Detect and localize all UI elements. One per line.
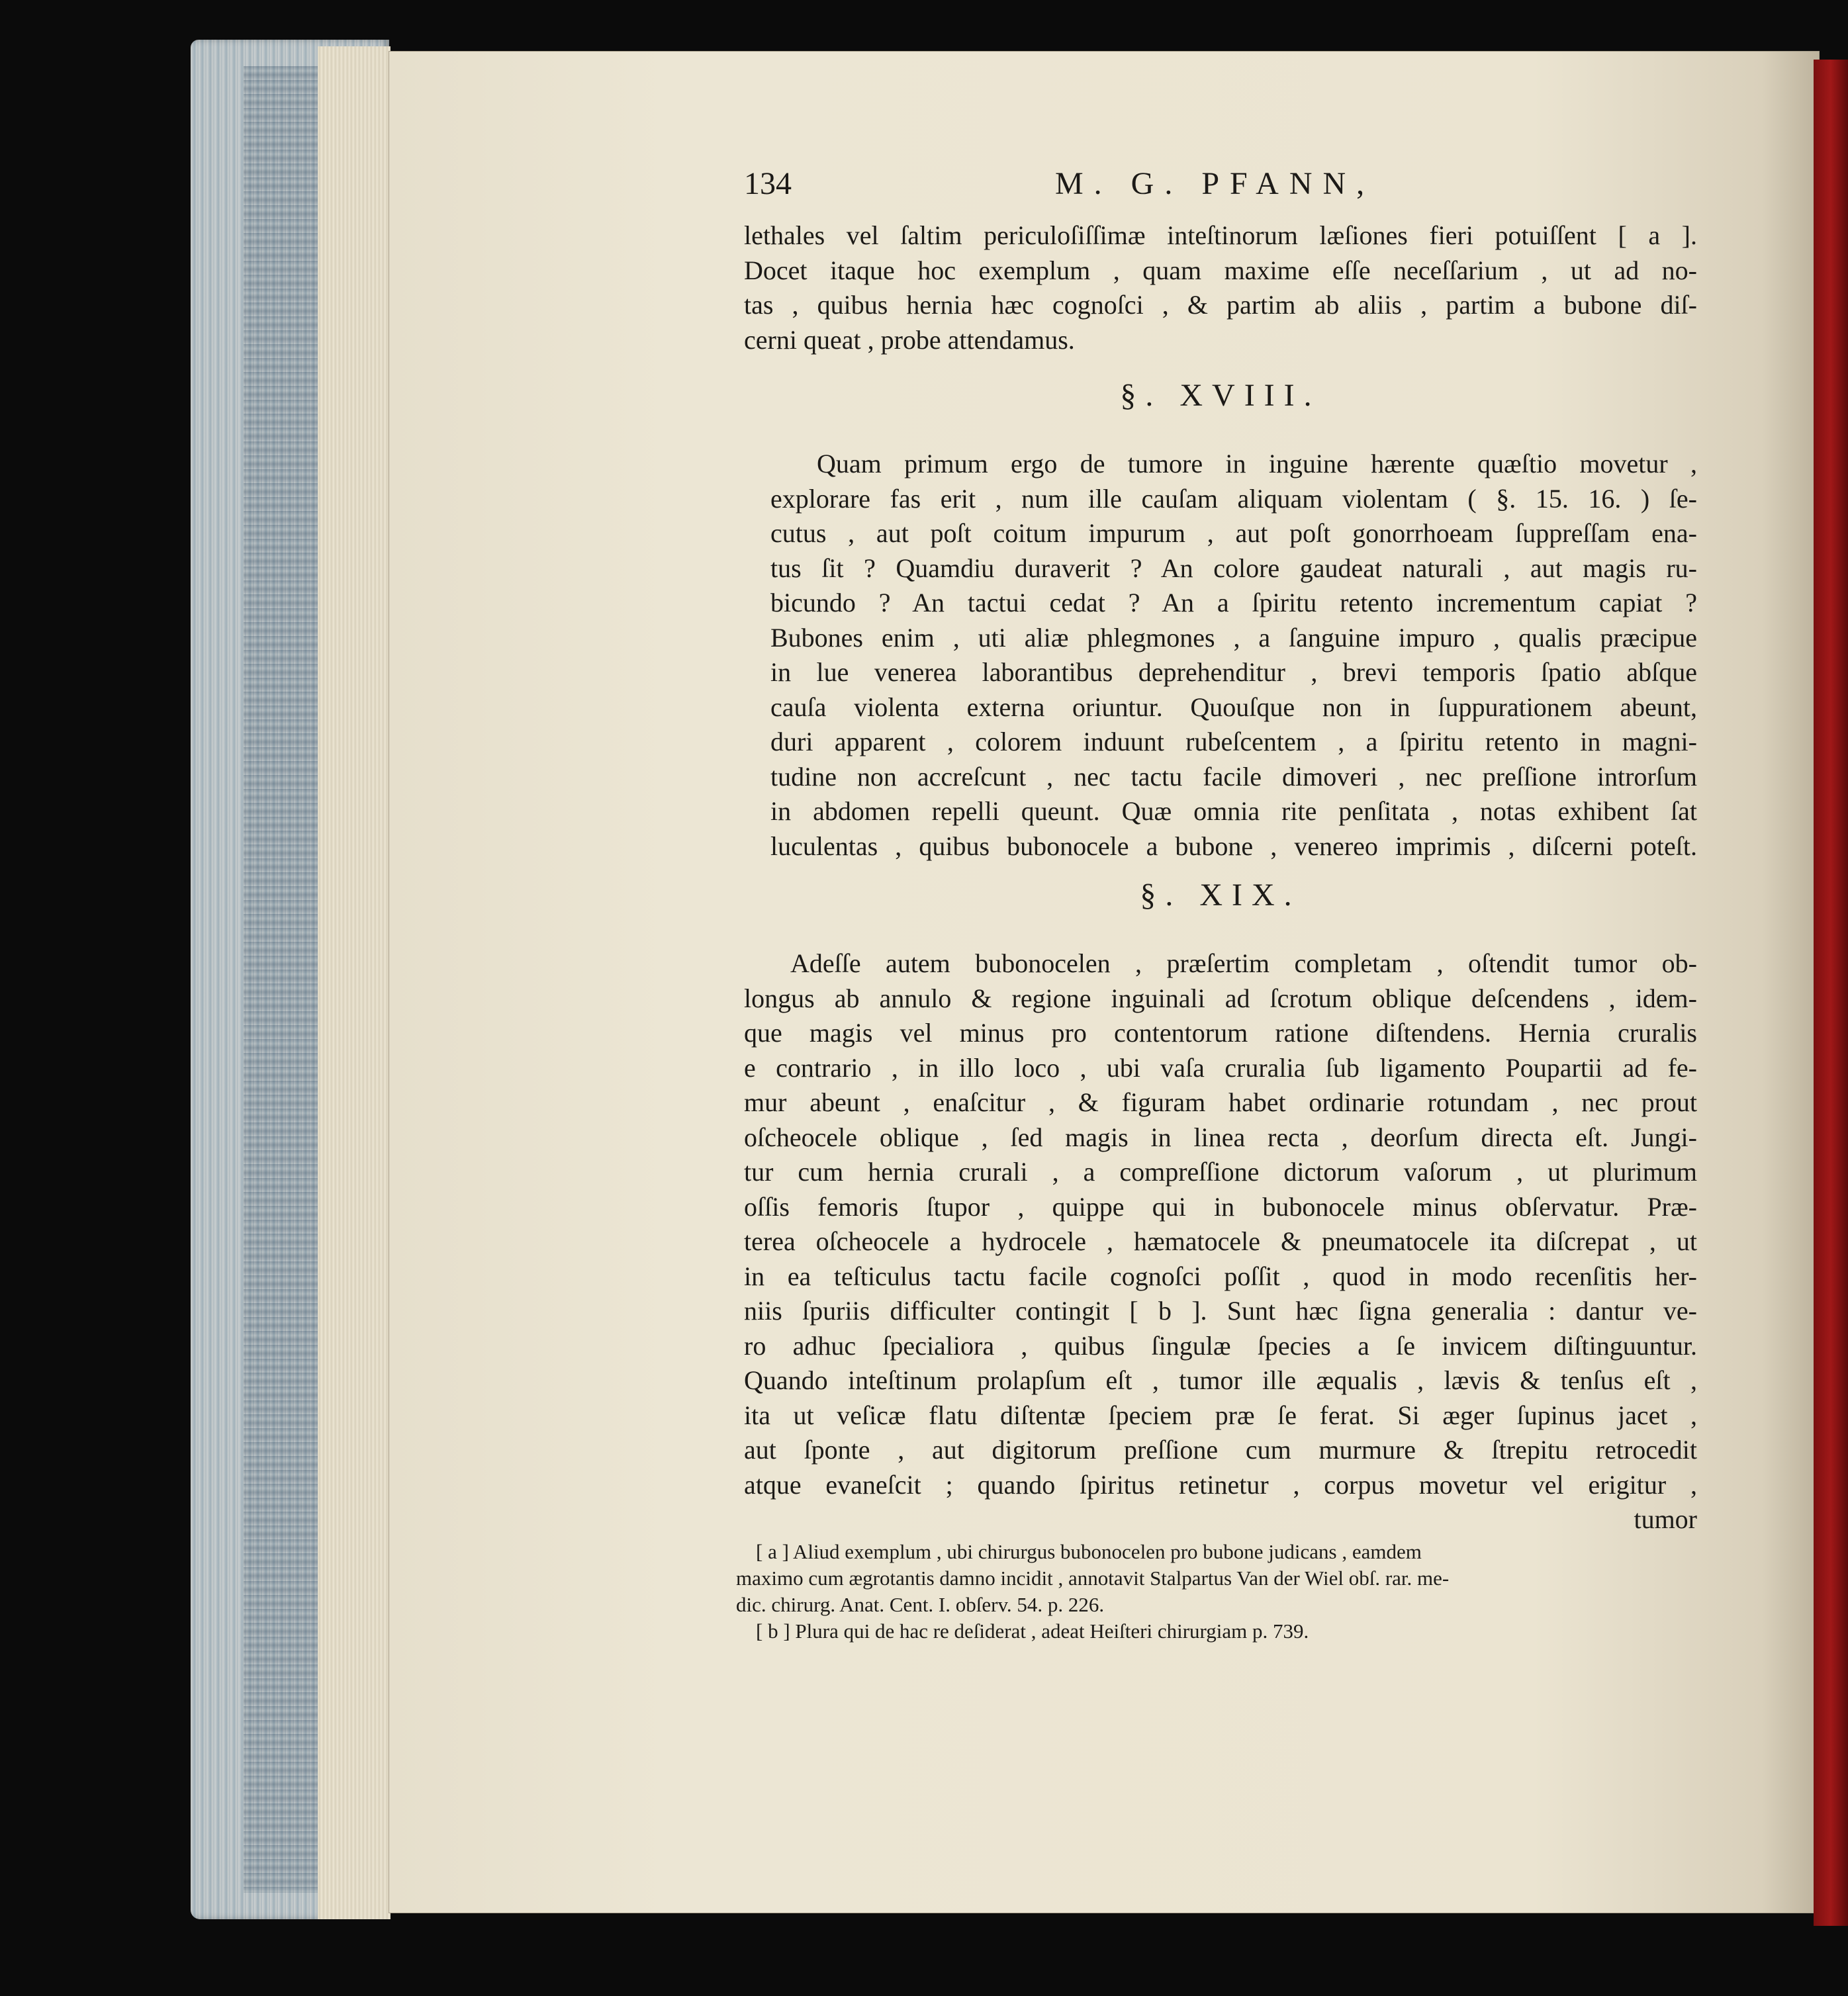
paragraph-1 <box>744 218 1697 357</box>
text-line: tur cum hernia crurali , a compreſſione dictorum vaſorum , ut plurimum <box>744 1157 1697 1187</box>
text-line: duri apparent , colorem induunt rubeſcentem , a ſpiritu retento in magni- <box>770 727 1697 756</box>
text-line: tus ſit ? Quamdiu duraverit ? An colore gaudeat naturali , aut magis ru- <box>770 553 1697 583</box>
facing-page-edge <box>1814 60 1848 1926</box>
text-line: cutus , aut poſt coitum impurum , aut poſt gonorrhoeam ſuppreſſam ena- <box>770 518 1697 548</box>
text-line: cauſa violenta externa oriuntur. Quouſque non in ſuppurationem abeunt, <box>770 692 1697 722</box>
section-heading-xviii: §. XVIII. <box>1120 378 1321 413</box>
text-line: in lue venerea laborantibus deprehenditur , brevi temporis ſpatio abſque <box>770 657 1697 687</box>
text-line: lethales vel ſaltim periculoſiſſimæ inteſtinorum læſiones fieri potuiſſent [ a ]. <box>744 220 1697 250</box>
footnotes <box>736 1539 1702 1645</box>
page-edges-cream <box>318 46 391 1919</box>
footnote-a: [ a ] Aliud exemplum , ubi chirurgus bubonocelen pro bubone judicans , eamdem <box>756 1540 1422 1563</box>
page-header <box>744 159 1697 212</box>
paragraph-3 <box>744 946 1697 1537</box>
text-line: longus ab annulo & regione inguinali ad ſcrotum oblique deſcendens , idem- <box>744 983 1697 1013</box>
text-line: tas , quibus hernia hæc cognoſci , & partim ab aliis , partim a bubone diſ- <box>744 290 1697 320</box>
text-line: oſſis femoris ſtupor , quippe qui in bubonocele minus obſervatur. Præ- <box>744 1191 1697 1222</box>
text-line: Adeſſe autem bubonocelen , præſertim completam , oſtendit tumor ob- <box>790 948 1697 978</box>
text-line: luculentas , quibus bubonocele a bubone , venereo imprimis , diſcerni poteſt. <box>770 831 1697 861</box>
catchword: tumor <box>1634 1504 1697 1534</box>
text-line: terea oſcheocele a hydrocele , hæmatocele & pneumatocele ita diſcrepat , ut <box>744 1226 1697 1256</box>
running-head: M. G. PFANN, <box>1055 166 1375 201</box>
text-line: in abdomen repelli queunt. Quæ omnia rite penſitata , notas exhibent ſat <box>770 796 1697 826</box>
text-line: aut ſponte , aut digitorum preſſione cum murmure & ſtrepitu retrocedit <box>744 1435 1697 1465</box>
section-heading-xix: §. XIX. <box>1140 878 1301 913</box>
text-line: Quando inteſtinum prolapſum eſt , tumor ille æqualis , lævis & tenſus eſt , <box>744 1365 1697 1395</box>
text-line: niis ſpuriis difficulter contingit [ b ]. Sunt hæc ſigna generalia : dantur ve- <box>744 1296 1697 1326</box>
text-line: explorare fas erit , num ille cauſam aliquam violentam ( §. 15. 16. ) ſe- <box>770 483 1697 514</box>
text-line: in ea teſticulus tactu facile cognoſci poſſit , quod in modo recenſitis her- <box>744 1261 1697 1291</box>
footnote-b: [ b ] Plura qui de hac re deſiderat , adeat Heiſteri chirurgiam p. 739. <box>756 1619 1309 1643</box>
text-line: Docet itaque hoc exemplum , quam maxime eſſe neceſſarium , ut ad no- <box>744 255 1697 285</box>
text-line: atque evaneſcit ; quando ſpiritus retinetur , corpus movetur vel erigitur , <box>744 1469 1697 1500</box>
text-line: ita ut veſicæ flatu diſtentæ ſpeciem præ ſe ferat. Si æger ſupinus jacet , <box>744 1400 1697 1430</box>
text-line: tudine non accreſcunt , nec tactu facile dimoveri , nec preſſione introrſum <box>770 761 1697 792</box>
text-line: que magis vel minus pro contentorum ratione diſtendens. Hernia cruralis <box>744 1018 1697 1048</box>
text-line: cerni queat , probe attendamus. <box>744 324 1075 355</box>
footnote-line: dic. chirurg. Anat. Cent. I. obſerv. 54. p. 226. <box>736 1593 1105 1616</box>
text-line: ro adhuc ſpecialiora , quibus ſingulæ ſpecies a ſe invicem diſtinguuntur. <box>744 1330 1697 1361</box>
text-line: Quam primum ergo de tumore in inguine hærente quæſtio movetur , <box>817 449 1697 478</box>
text-line: Bubones enim , uti aliæ phlegmones , a ſanguine impuro , qualis præcipue <box>770 622 1697 653</box>
text-line: oſcheocele oblique , ſed magis in linea recta , deorſum directa eſt. Jungi- <box>744 1122 1697 1152</box>
page-number: 134 <box>744 166 792 201</box>
paragraph-2 <box>744 447 1697 864</box>
footnote-line: maximo cum ægrotantis damno incidit , annotavit Stalpartus Van der Wiel obſ. rar. me- <box>736 1566 1450 1590</box>
text-line: bicundo ? An tactui cedat ? An a ſpiritu retento incrementum capiat ? <box>770 588 1697 617</box>
text-line: e contrario , in illo loco , ubi vaſa cruralia ſub ligamento Poupartii ad fe- <box>744 1052 1697 1083</box>
text-line: mur abeunt , enaſcitur , & figuram habet ordinarie rotundam , nec prout <box>744 1087 1697 1117</box>
